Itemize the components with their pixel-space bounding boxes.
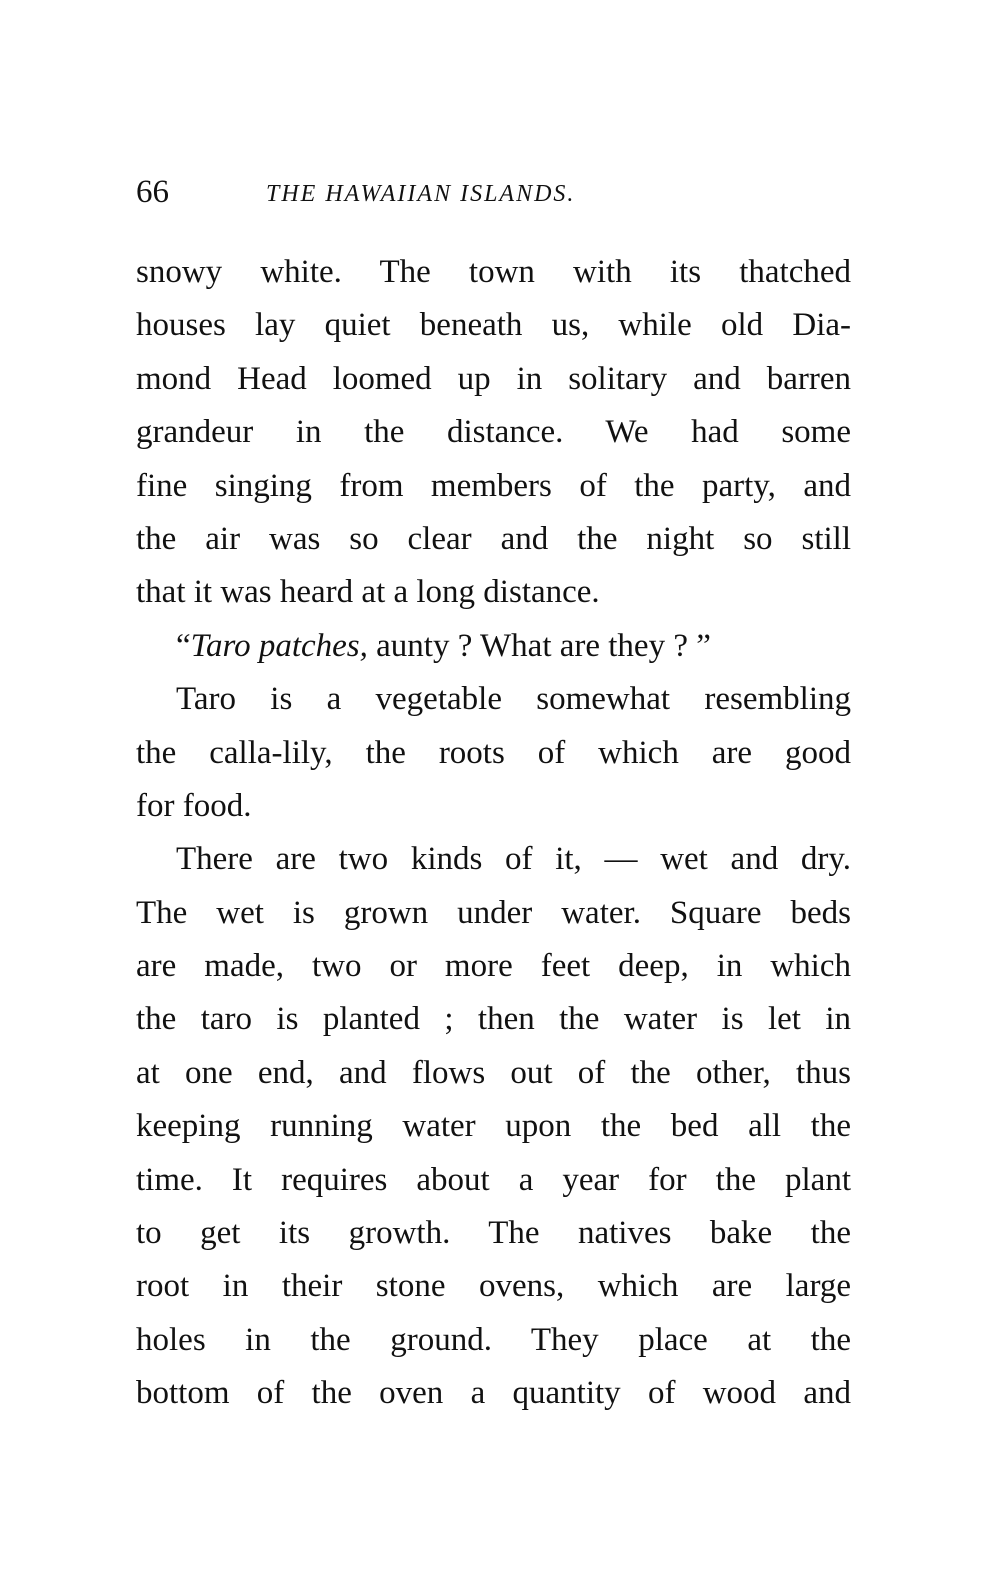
page-number: 66 (136, 174, 169, 210)
text-line: mond Head loomed up in solitary and barren (136, 360, 851, 397)
paragraph-start-line: There are two kinds of it, — wet and dry. (176, 841, 851, 878)
text-line: holes in the ground. They place at the (136, 1321, 851, 1358)
open-quote: “ (176, 627, 191, 664)
paragraph-end-line: that it was heard at a long distance. (136, 574, 600, 611)
text-line: fine singing from members of the party, and (136, 467, 851, 504)
paragraph-start-line: Taro is a vegetable somewhat resembling (176, 681, 851, 718)
text-line: bottom of the oven a quantity of wood and (136, 1375, 851, 1412)
paragraph-end-line: for food. (136, 787, 252, 824)
text-line: The wet is grown under water. Square beds (136, 894, 851, 931)
text-line: the air was so clear and the night so still (136, 520, 851, 557)
text-line: root in their stone ovens, which are large (136, 1268, 851, 1305)
text-line: keeping running water upon the bed all the (136, 1108, 851, 1145)
text-line: to get its growth. The natives bake the (136, 1215, 851, 1252)
text-line: time. It requires about a year for the plant (136, 1161, 851, 1198)
text-line: houses lay quiet beneath us, while old Dia- (136, 307, 851, 344)
dialogue-rest: aunty ? What are they ? ” (367, 627, 711, 664)
text-line: the taro is planted ; then the water is let in (136, 1001, 851, 1038)
text-line: the calla-lily, the roots of which are good (136, 734, 851, 771)
italic-phrase: Taro patches, (190, 627, 368, 664)
dialogue-line (136, 620, 851, 673)
running-head: THE HAWAIIAN ISLANDS. (266, 181, 576, 207)
text-line: are made, two or more feet deep, in which (136, 948, 851, 985)
page-header (136, 168, 851, 216)
text-line: snowy white. The town with its thatched (136, 254, 851, 290)
text-line: at one end, and flows out of the other, thus (136, 1054, 851, 1091)
text-line: grandeur in the distance. We had some (136, 414, 851, 451)
body-text (136, 246, 851, 1421)
